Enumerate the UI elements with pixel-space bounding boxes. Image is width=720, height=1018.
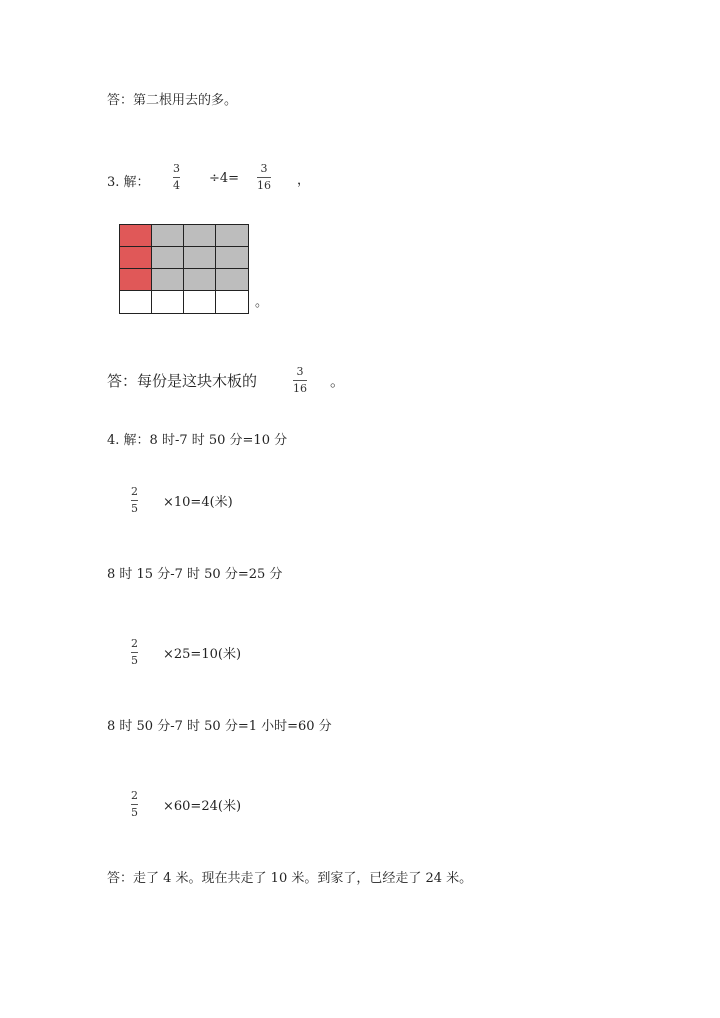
answer-2-text: 答：第二根用去的多。 [107,93,238,108]
q3-division-text: ÷4= [209,171,240,186]
q4-calc-1-fraction [131,486,138,515]
grid-cell-gray [152,247,184,269]
q3-fraction-1-denominator: 4 [173,179,180,192]
q3-label: 3. 解： [107,175,150,190]
q3-fraction-2-denominator: 16 [257,179,271,192]
q4-calc-2-numerator: 2 [131,637,138,650]
fraction-bar [173,177,180,178]
grid-cell-white [216,291,248,313]
q3-answer-fraction [293,366,307,395]
grid-cell-gray [216,225,248,247]
q4-calc-2-fraction [131,638,138,667]
q3-fraction-2-numerator: 3 [260,162,268,175]
q4-calc-3-fraction [131,790,138,819]
grid-cell-gray [152,269,184,291]
grid-cell-gray [184,247,216,269]
q4-answer-text: 答：走了 4 米。现在共走了 10 米。到家了，已经走了 24 米。 [107,871,473,886]
q3-fraction-1-numerator: 3 [173,162,180,175]
grid-cell-gray [152,225,184,247]
grid-cell-white [152,291,184,313]
q3-answer-end: 。 [330,372,346,390]
q3-answer-text: 答：每份是这块木板的 [107,372,258,390]
q3-grid-period: 。 [255,295,269,310]
q3-answer-numerator: 3 [296,365,304,378]
q4-calc-1-numerator: 2 [131,485,138,498]
fraction-grid [119,224,249,314]
fraction-bar [293,380,307,381]
q3-comma: ， [297,173,311,188]
grid-cell-red [120,225,152,247]
q3-fraction-1 [173,163,180,192]
grid-cell-red [120,269,152,291]
grid-cell-gray [216,247,248,269]
fraction-bar [131,652,138,653]
grid-cell-white [184,291,216,313]
fraction-bar [131,500,138,501]
q4-calc-3-numerator: 2 [131,789,138,802]
q4-calc-1-denominator: 5 [131,502,138,515]
q3-fraction-2 [257,163,271,192]
q3-answer-denominator: 16 [293,382,307,395]
q4-calc-2-text: ×25=10(米) [163,647,242,662]
grid-cell-gray [216,269,248,291]
q4-calc-3-denominator: 5 [131,806,138,819]
q4-line-1: 4. 解：8 时-7 时 50 分=10 分 [107,433,288,448]
fraction-bar [131,804,138,805]
grid-cell-white [120,291,152,313]
q4-line-3: 8 时 50 分-7 时 50 分=1 小时=60 分 [107,719,332,734]
q4-calc-1-text: ×10=4(米) [163,495,233,510]
fraction-bar [257,177,271,178]
q4-calc-2-denominator: 5 [131,654,138,667]
grid-cell-red [120,247,152,269]
q4-line-2: 8 时 15 分-7 时 50 分=25 分 [107,567,283,582]
grid-cell-gray [184,225,216,247]
q4-calc-3-text: ×60=24(米) [163,799,242,814]
grid-cell-gray [184,269,216,291]
